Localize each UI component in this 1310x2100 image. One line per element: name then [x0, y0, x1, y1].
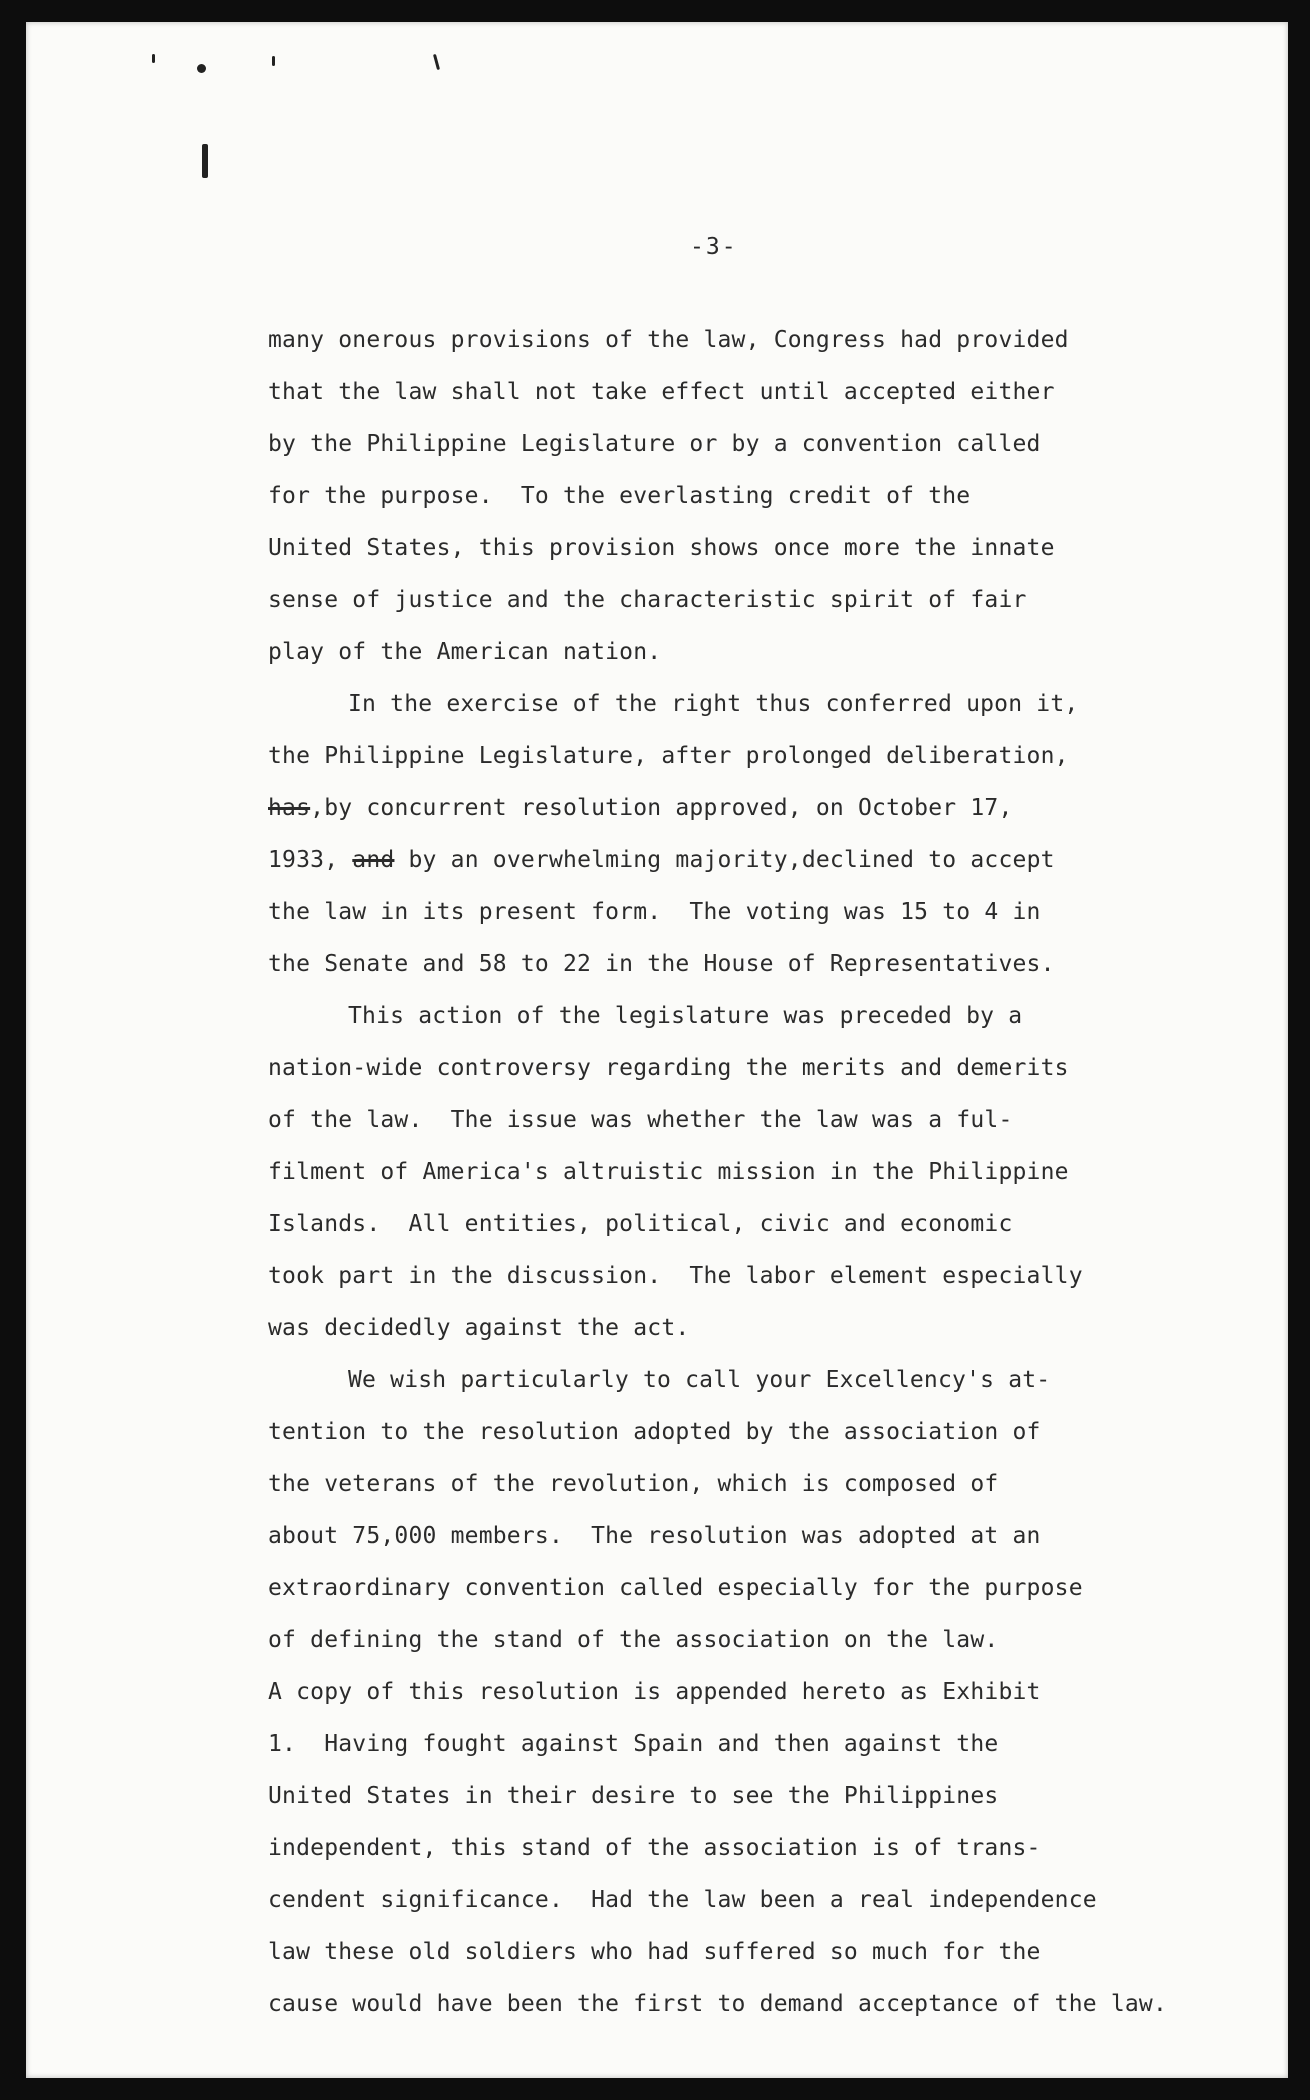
text-line: cendent significance. Had the law been a real independence	[268, 1887, 1097, 1913]
text-line: for the purpose. To the everlasting credit of the	[268, 483, 971, 509]
line-text: ,by concurrent resolution approved, on October 17,	[310, 795, 1013, 821]
scan-mark	[433, 54, 440, 70]
text-line: We wish particularly to call your Excellency's at-	[348, 1367, 1051, 1393]
text-line: play of the American nation.	[268, 639, 662, 665]
scan-mark	[197, 64, 206, 73]
page-number: -3-	[690, 234, 738, 260]
text-line: sense of justice and the characteristic spirit of fair	[268, 587, 1027, 613]
scan-mark	[272, 56, 275, 66]
text-line: of defining the stand of the association on the law.	[268, 1627, 999, 1653]
struck-word: and	[352, 847, 395, 873]
text-line: the law in its present form. The voting was 15 to 4 in	[268, 899, 1041, 925]
text-line: law these old soldiers who had suffered so much for the	[268, 1939, 1041, 1965]
text-line: nation-wide controversy regarding the merits and demerits	[268, 1055, 1069, 1081]
text-line: Islands. All entities, political, civic and economic	[268, 1211, 1013, 1237]
text-line: extraordinary convention called especially for the purpose	[268, 1575, 1083, 1601]
line-text: 1933,	[268, 847, 353, 873]
scan-mark	[202, 144, 208, 178]
text-line: many onerous provisions of the law, Congress had provided	[268, 327, 1069, 353]
text-line: tention to the resolution adopted by the association of	[268, 1419, 1041, 1445]
text-line: This action of the legislature was preceded by a	[348, 1003, 1023, 1029]
text-line: 1. Having fought against Spain and then against the	[268, 1731, 999, 1757]
text-line: of the law. The issue was whether the law was a ful-	[268, 1107, 1013, 1133]
text-line: United States, this provision shows once more the innate	[268, 535, 1055, 561]
body-text	[268, 314, 1288, 2030]
scan-mark	[152, 54, 155, 63]
document-page	[26, 22, 1288, 2078]
text-line: took part in the discussion. The labor element especially	[268, 1263, 1083, 1289]
text-line: cause would have been the first to demand acceptance of the law.	[268, 1991, 1168, 2017]
text-line: by the Philippine Legislature or by a convention called	[268, 431, 1041, 457]
text-line	[268, 782, 1288, 834]
text-line: the Philippine Legislature, after prolonged deliberation,	[268, 743, 1069, 769]
line-text: by an overwhelming majority,declined to accept	[394, 847, 1055, 873]
struck-word: has	[268, 795, 311, 821]
text-line: independent, this stand of the association is of trans-	[268, 1835, 1041, 1861]
text-line: that the law shall not take effect until accepted either	[268, 379, 1055, 405]
text-line: United States in their desire to see the Philippines	[268, 1783, 999, 1809]
text-line	[268, 834, 1288, 886]
text-line: about 75,000 members. The resolution was adopted at an	[268, 1523, 1041, 1549]
text-line: the Senate and 58 to 22 in the House of Representatives.	[268, 951, 1055, 977]
text-line: A copy of this resolution is appended hereto as Exhibit	[268, 1679, 1041, 1705]
text-line: the veterans of the revolution, which is composed of	[268, 1471, 999, 1497]
text-line: filment of America's altruistic mission in the Philippine	[268, 1159, 1069, 1185]
text-line: In the exercise of the right thus conferred upon it,	[348, 691, 1079, 717]
text-line: was decidedly against the act.	[268, 1315, 690, 1341]
